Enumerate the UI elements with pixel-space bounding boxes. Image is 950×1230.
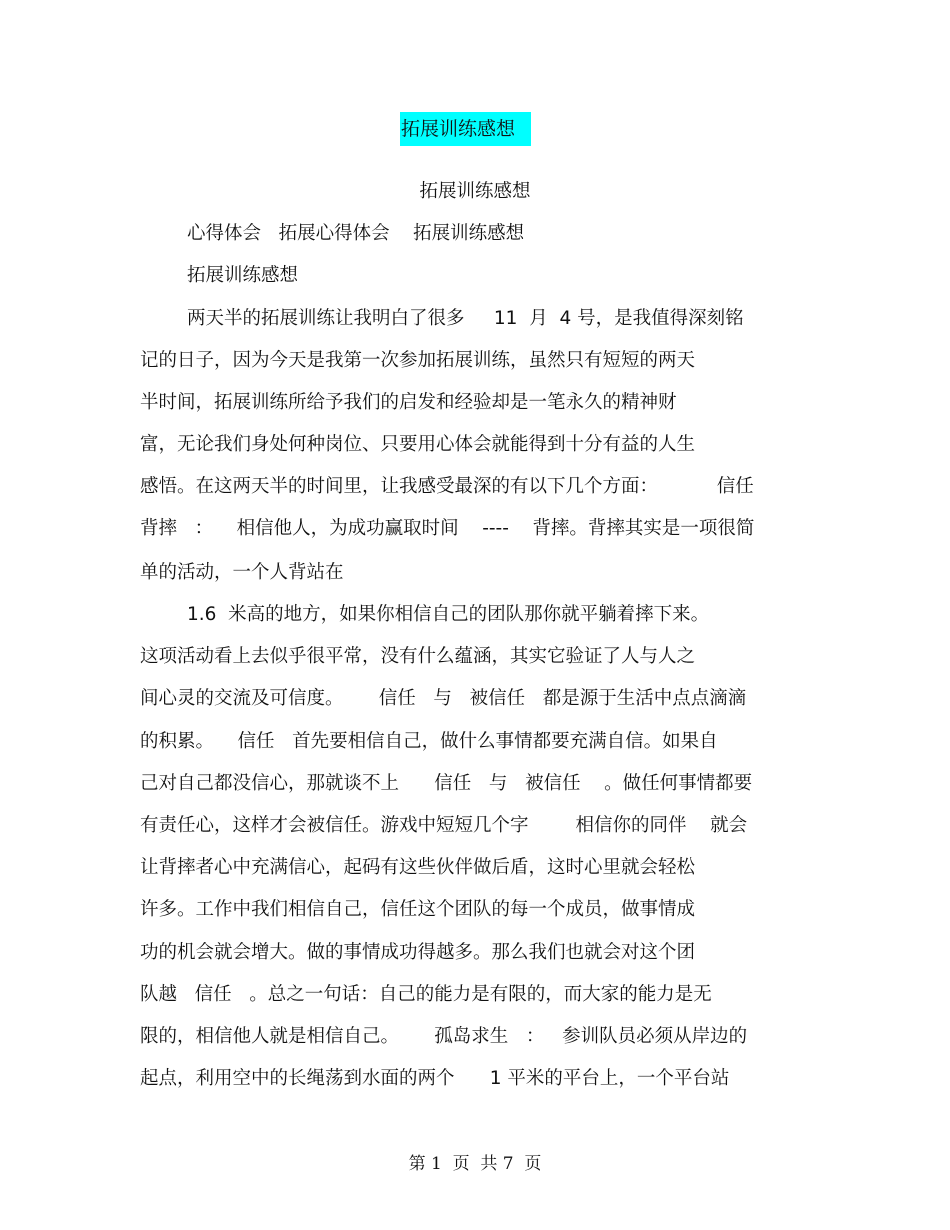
body-line: 这项活动看上去似乎很平常，没有什么蕴涵，其实它验证了人与人之 <box>140 646 696 667</box>
body-line: 间心灵的交流及可信度。 信任 与 被信任 都是源于生活中点点滴滴 <box>140 688 747 709</box>
body-line: 1.6 米高的地方，如果你相信自己的团队那你就平躺着摔下来。 <box>187 604 710 625</box>
body-line: 让背摔者心中充满信心，起码有这些伙伴做后盾，这时心里就会轻松 <box>140 857 696 878</box>
body-line: 队越 信任 。总之一句话：自己的能力是有限的，而大家的能力是无 <box>140 984 712 1005</box>
tags-line: 心得体会 拓展心得体会 拓展训练感想 <box>187 223 525 244</box>
body-line: 背摔 ： 相信他人，为成功赢取时间 ---- 背摔。背摔其实是一项很简 <box>140 518 755 539</box>
section-title: 拓展训练感想 <box>187 265 299 286</box>
body-line: 有责任心，这样才会被信任。游戏中短短几个字 相信你的同伴 就会 <box>140 815 748 836</box>
body-line: 半时间，拓展训练所给予我们的启发和经验却是一笔永久的精神财 <box>140 392 677 413</box>
body-line: 记的日子，因为今天是我第一次参加拓展训练，虽然只有短短的两天 <box>140 350 696 371</box>
body-line: 许多。工作中我们相信自己，信任这个团队的每一个成员，做事情成 <box>140 899 696 920</box>
body-line: 功的机会就会增大。做的事情成功得越多。那么我们也就会对这个团 <box>140 942 696 963</box>
body-line: 己对自己都没信心，那就谈不上 信任 与 被信任 。做任何事情都要 <box>140 773 753 794</box>
body-line: 限的，相信他人就是相信自己。 孤岛求生 ： 参训队员必须从岸边的 <box>140 1026 748 1047</box>
document-subtitle: 拓展训练感想 <box>419 181 531 202</box>
page-footer: 第 1 页 共 7 页 <box>408 1154 542 1174</box>
body-line: 感悟。在这两天半的时间里，让我感受最深的有以下几个方面： 信任 <box>140 476 754 497</box>
document-heading: 拓展训练感想 <box>400 112 531 146</box>
body-line: 富，无论我们身处何种岗位、只要用心体会就能得到十分有益的人生 <box>140 434 696 455</box>
body-line: 两天半的拓展训练让我明白了很多 11 月 4 号，是我值得深刻铭 <box>187 308 744 329</box>
body-line: 起点，利用空中的长绳荡到水面的两个 1 平米的平台上，一个平台站 <box>140 1068 730 1089</box>
body-line: 单的活动，一个人背站在 <box>140 562 344 583</box>
body-line: 的积累。 信任 首先要相信自己，做什么事情都要充满自信。如果自 <box>140 731 718 752</box>
